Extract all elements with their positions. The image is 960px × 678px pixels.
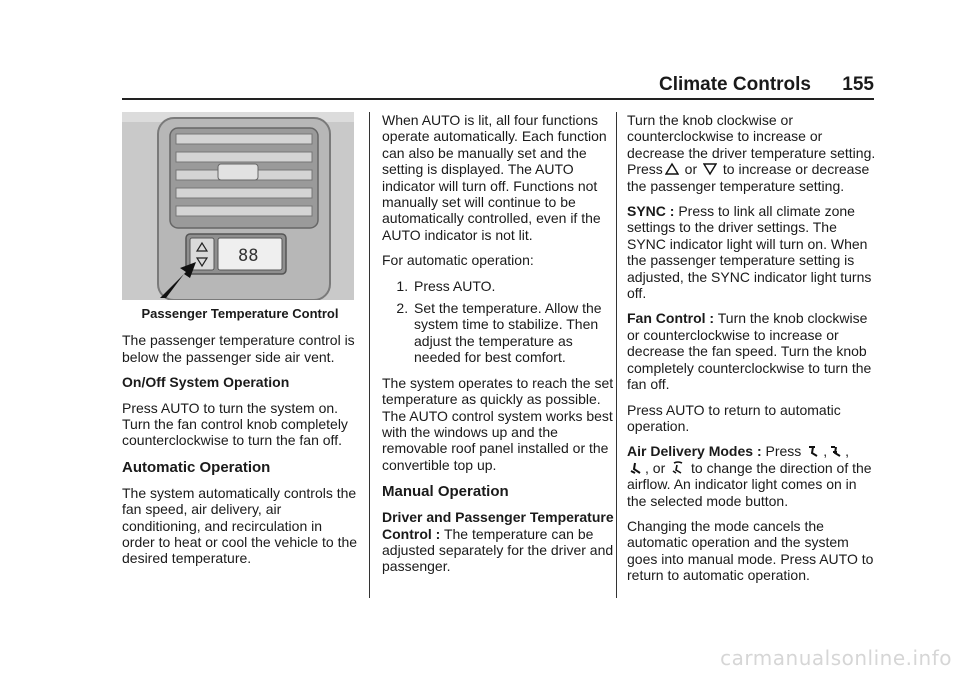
text: , [845,443,849,460]
paragraph [627,203,877,301]
column-2 [382,112,618,584]
text: , or [645,459,670,476]
bilevel-mode-icon [829,444,843,458]
onoff-heading: On/Off System Operation [122,374,290,391]
term-text: Turn the knob clockwise or counterclockwise to increase or decrease the fan speed. Turn the knob completely counterclockwise to turn the fan off. [627,310,872,393]
paragraph: When AUTO is lit, all four functions operate automatically. Each function can also be manually set and the setting is displayed. The AUTO indicator will turn off. Functions not manually set will continue to be automatically controlled, even if the AUTO indicator is not lit. [382,112,607,243]
text: , [823,443,828,460]
term: Fan Control : [627,310,715,327]
passenger-temperature-control-figure [122,112,354,300]
page-header [659,74,874,96]
paragraph: Press AUTO to turn the system on. Turn the fan control knob completely counterclockwise to turn the fan off. [122,399,348,449]
watermark: carmanualsonline.info [720,646,952,670]
manual-operation-heading: Manual Operation [382,483,509,501]
text: Turn the knob clockwise or counterclockwise to increase or decrease the driver temperature setting. Press [627,112,876,178]
text: to change the direction of the airflow. An indicator light comes on in the selected mode button. [627,459,872,509]
page-number: 155 [842,74,874,95]
paragraph: The passenger temperature control is below the passenger side air vent. [122,332,355,365]
triangle-down-icon [703,162,717,176]
term-text: Press to link all climate zone settings to the driver settings. The SYNC indicator light will turn on. When the passenger temperature setting is adjusted, the SYNC indicator light turns off. [627,203,872,302]
column-divider [369,112,370,598]
triangle-up-icon [665,162,679,176]
text: Press [761,443,806,460]
column-1 [122,112,358,576]
floor-mode-icon [629,461,643,475]
figure-display-text: 88 [238,246,259,266]
column-divider [616,112,617,598]
term: Air Delivery Modes : [627,443,762,460]
text: to increase or decrease the passenger temperature setting. [627,161,870,194]
paragraph [627,112,877,194]
section-title: Climate Controls [658,74,812,95]
paragraph [382,509,618,575]
paragraph: Changing the mode cancels the automatic operation and the system goes into manual mode. Press AUTO to return to automatic operation. [627,517,874,584]
paragraph: Press AUTO to return to automatic operation. [627,401,841,434]
list-item: 1. Press AUTO. [412,278,618,294]
paragraph [627,443,877,509]
term: Driver and Passenger Temperature Control : [382,509,614,542]
paragraph: For automatic operation: [382,252,534,269]
paragraph: The system automatically controls the fan speed, air delivery, air conditioning, and recirculation in order to heat or cool the vehicle to the desired temperature. [122,484,358,567]
paragraph [627,310,877,392]
automatic-operation-heading: Automatic Operation [122,458,271,476]
steps-list [382,278,618,366]
list-item: 2. Set the temperature. Allow the system time to stabilize. Then adjust the temperature as needed for best comfort. [412,300,618,366]
term: SYNC : [627,203,675,220]
paragraph: The system operates to reach the set temperature as quickly as possible. The AUTO control system works best with the windows up and the removable roof panel installed or the convertible top up. [382,374,614,473]
text: or [680,161,702,178]
vent-mode-icon [807,444,821,458]
column-3 [627,112,877,593]
term-text: The temperature can be adjusted separately for the driver and passenger. [382,525,614,575]
header-rule [122,98,874,100]
floor-defrost-mode-icon [671,461,685,475]
figure-caption: Passenger Temperature Control [141,306,339,321]
